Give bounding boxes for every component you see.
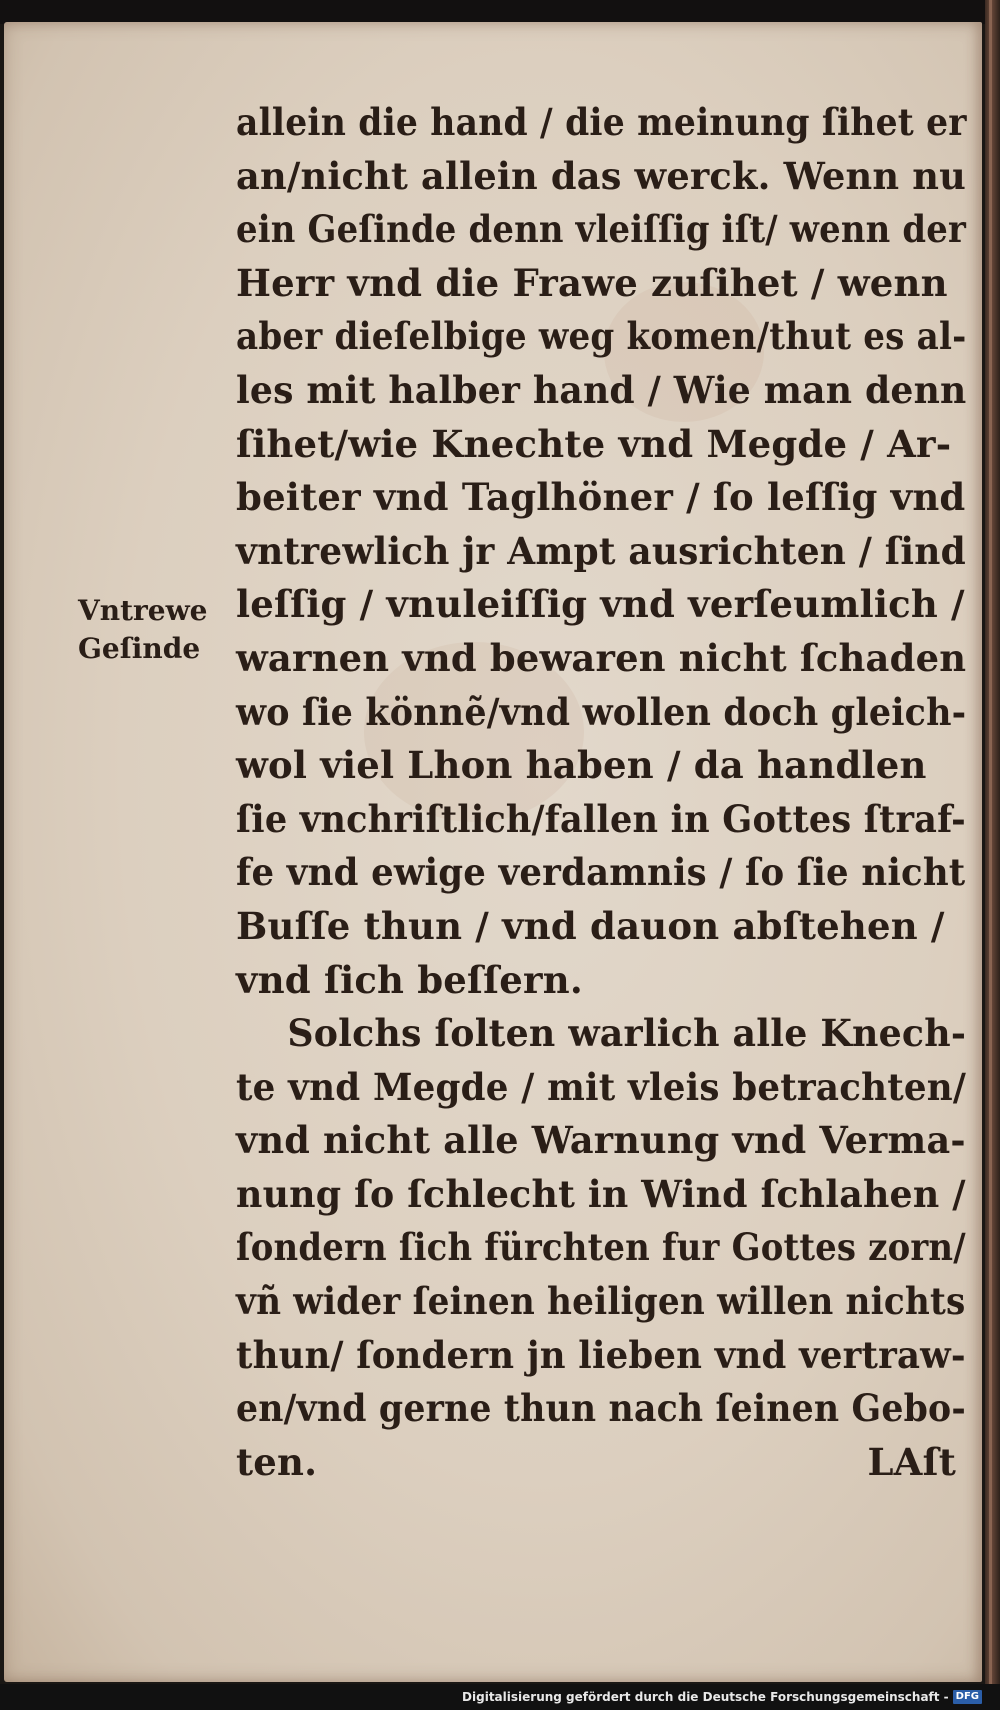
- text-line: Buſſe thun / vnd dauon abſtehen /: [236, 903, 945, 948]
- marginal-note: [78, 592, 230, 668]
- footer-credit-text: Digitalisierung gefördert durch die Deutsche Forschungsgemeinschaft -: [462, 1690, 949, 1704]
- text-line: fe vnd ewige verdamnis / ſo ſie nicht: [236, 850, 966, 895]
- text-line: thun/ ſondern jn lieben vnd vertraw-: [236, 1332, 966, 1377]
- text-line: ein Geſinde denn vleiſſig iſt/ wenn der: [236, 207, 966, 252]
- text-line: les mit halber hand / Wie man denn: [236, 367, 967, 412]
- text-line: wol viel Lhon haben / da handlen: [236, 743, 927, 788]
- text-line: en/vnd gerne thun nach ſeinen Gebo-: [236, 1386, 966, 1431]
- text-line: Solchs ſolten warlich alle Knech-: [236, 1011, 967, 1056]
- text-line: ſihet/wie Knechte vnd Megde / Ar-: [236, 421, 952, 466]
- text-line: vntrewlich jr Ampt ausrichten / ſind: [236, 528, 966, 573]
- marginal-note-line: Geſinde: [78, 632, 201, 665]
- last-line: [236, 1436, 956, 1490]
- text-line: Herr vnd die Frawe zuſihet / wenn: [236, 260, 948, 305]
- text-line: ſie vnchriſtlich/fallen in Gottes ſtraf-: [236, 796, 966, 841]
- text-line: nung ſo ſchlecht in Wind ſchlahen /: [236, 1171, 966, 1216]
- text-line: warnen vnd bewaren nicht ſchaden: [236, 635, 967, 680]
- text-line: vnd nicht alle Warnung vnd Verma-: [236, 1118, 966, 1163]
- digitization-footer: [0, 1684, 1000, 1710]
- catchword: LAſt: [867, 1439, 956, 1484]
- text-line: aber dieſelbige weg komen/thut es al-: [236, 314, 967, 359]
- text-line: beiter vnd Taglhöner / ſo leſſig vnd: [236, 475, 966, 520]
- text-line: vñ wider ſeinen heiligen willen nichts: [236, 1279, 966, 1324]
- text-line-end: ten.: [236, 1439, 318, 1484]
- text-line: vnd ſich beſſern.: [236, 957, 583, 1002]
- text-line: leſſig / vnuleiſſig vnd verſeumlich /: [236, 582, 965, 627]
- text-line: allein die hand / die meinung ſihet er: [236, 100, 967, 144]
- marginal-note-line: Vntrewe: [78, 594, 208, 627]
- page-edge: [985, 0, 1000, 1710]
- dfg-logo: DFG: [953, 1690, 982, 1704]
- text-line: wo ſie könnẽ/vnd wollen doch gleich-: [236, 689, 967, 734]
- text-line: an/nicht allein das werck. Wenn nu: [236, 153, 967, 198]
- text-line: ſondern ſich fürchten fur Gottes zorn/: [236, 1225, 966, 1270]
- text-line: te vnd Megde / mit vleis betrachten/: [236, 1064, 967, 1109]
- scan-top-border: [0, 0, 1000, 24]
- body-text: [236, 96, 966, 1489]
- footer-credit: [462, 1690, 982, 1704]
